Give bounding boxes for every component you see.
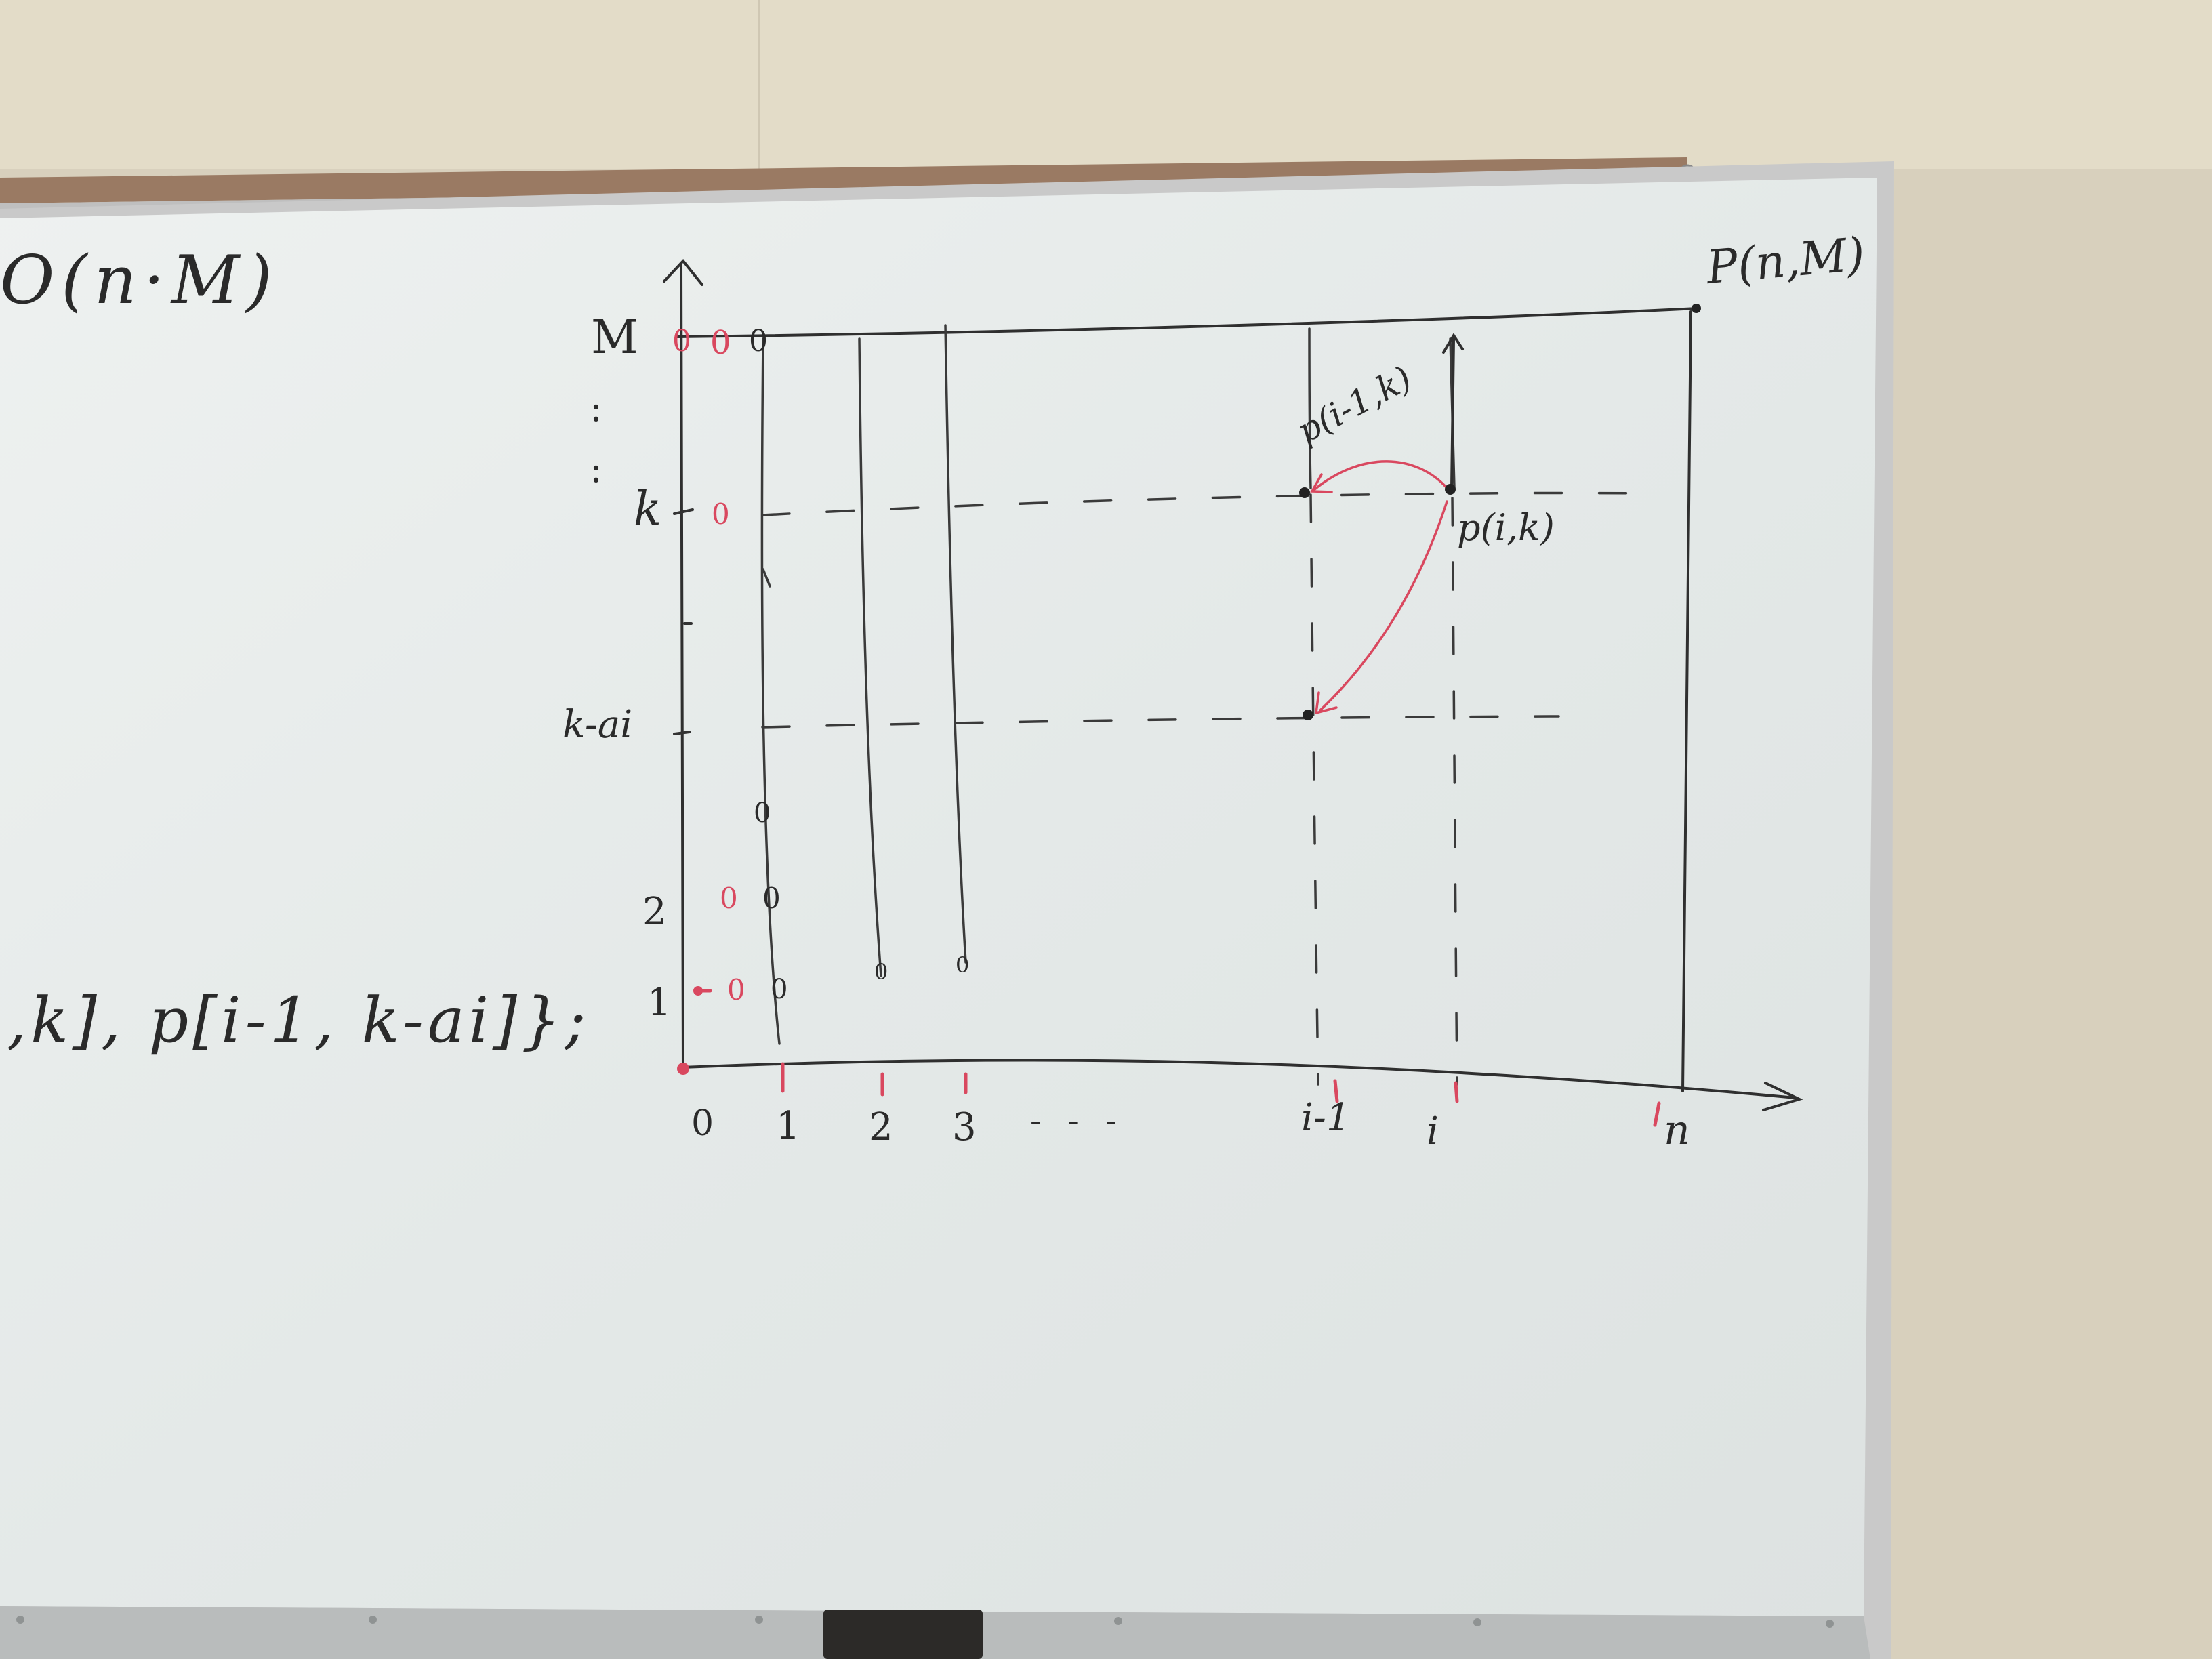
x-label-i: i <box>1427 1109 1439 1153</box>
y-label-k: k <box>634 483 662 536</box>
y-label-1: 1 <box>647 981 672 1025</box>
cell-zero-2-a: 0 <box>720 882 738 915</box>
y-label-M: M <box>591 311 638 365</box>
x-label-2: 2 <box>869 1105 893 1149</box>
cell-zero-k: 0 <box>712 497 730 531</box>
label-P-n-M: P(n,M) <box>1704 227 1867 295</box>
x-label-3: 3 <box>952 1105 977 1149</box>
cell-zero-col2: 0 <box>874 959 888 985</box>
x-label-n: n <box>1664 1107 1690 1154</box>
y-label-dots2: : <box>590 447 602 491</box>
cell-zero-col3: 0 <box>956 952 970 978</box>
y-label-k-ai: k-ai <box>562 703 633 747</box>
x-label-1: 1 <box>776 1104 800 1148</box>
cell-zero-2-b: 0 <box>762 882 781 915</box>
cell-zero-1-a: 0 <box>727 973 745 1006</box>
label-p-i-k: p(i,k) <box>1457 506 1555 549</box>
x-label-i-1: i-1 <box>1301 1096 1351 1140</box>
y-label-2: 2 <box>642 890 667 934</box>
recurrence-text: ,k], p[i-1, k-ai]}; <box>7 984 590 1057</box>
cell-zero-col1-a: 0 <box>754 798 771 829</box>
cell-zero-M-c: 0 <box>749 324 768 359</box>
cell-zero-M-a: 0 <box>672 324 691 359</box>
x-label-ellipsis: - - - <box>1030 1102 1125 1140</box>
y-label-dots1: : <box>590 386 602 430</box>
cell-zero-1-b: 0 <box>771 974 788 1005</box>
cell-zero-M-b: 0 <box>710 324 731 362</box>
x-label-0: 0 <box>691 1103 714 1144</box>
label-p-i-1-k: p(i-1,k) <box>1290 358 1418 451</box>
complexity-text: O(n·M) <box>0 242 279 319</box>
